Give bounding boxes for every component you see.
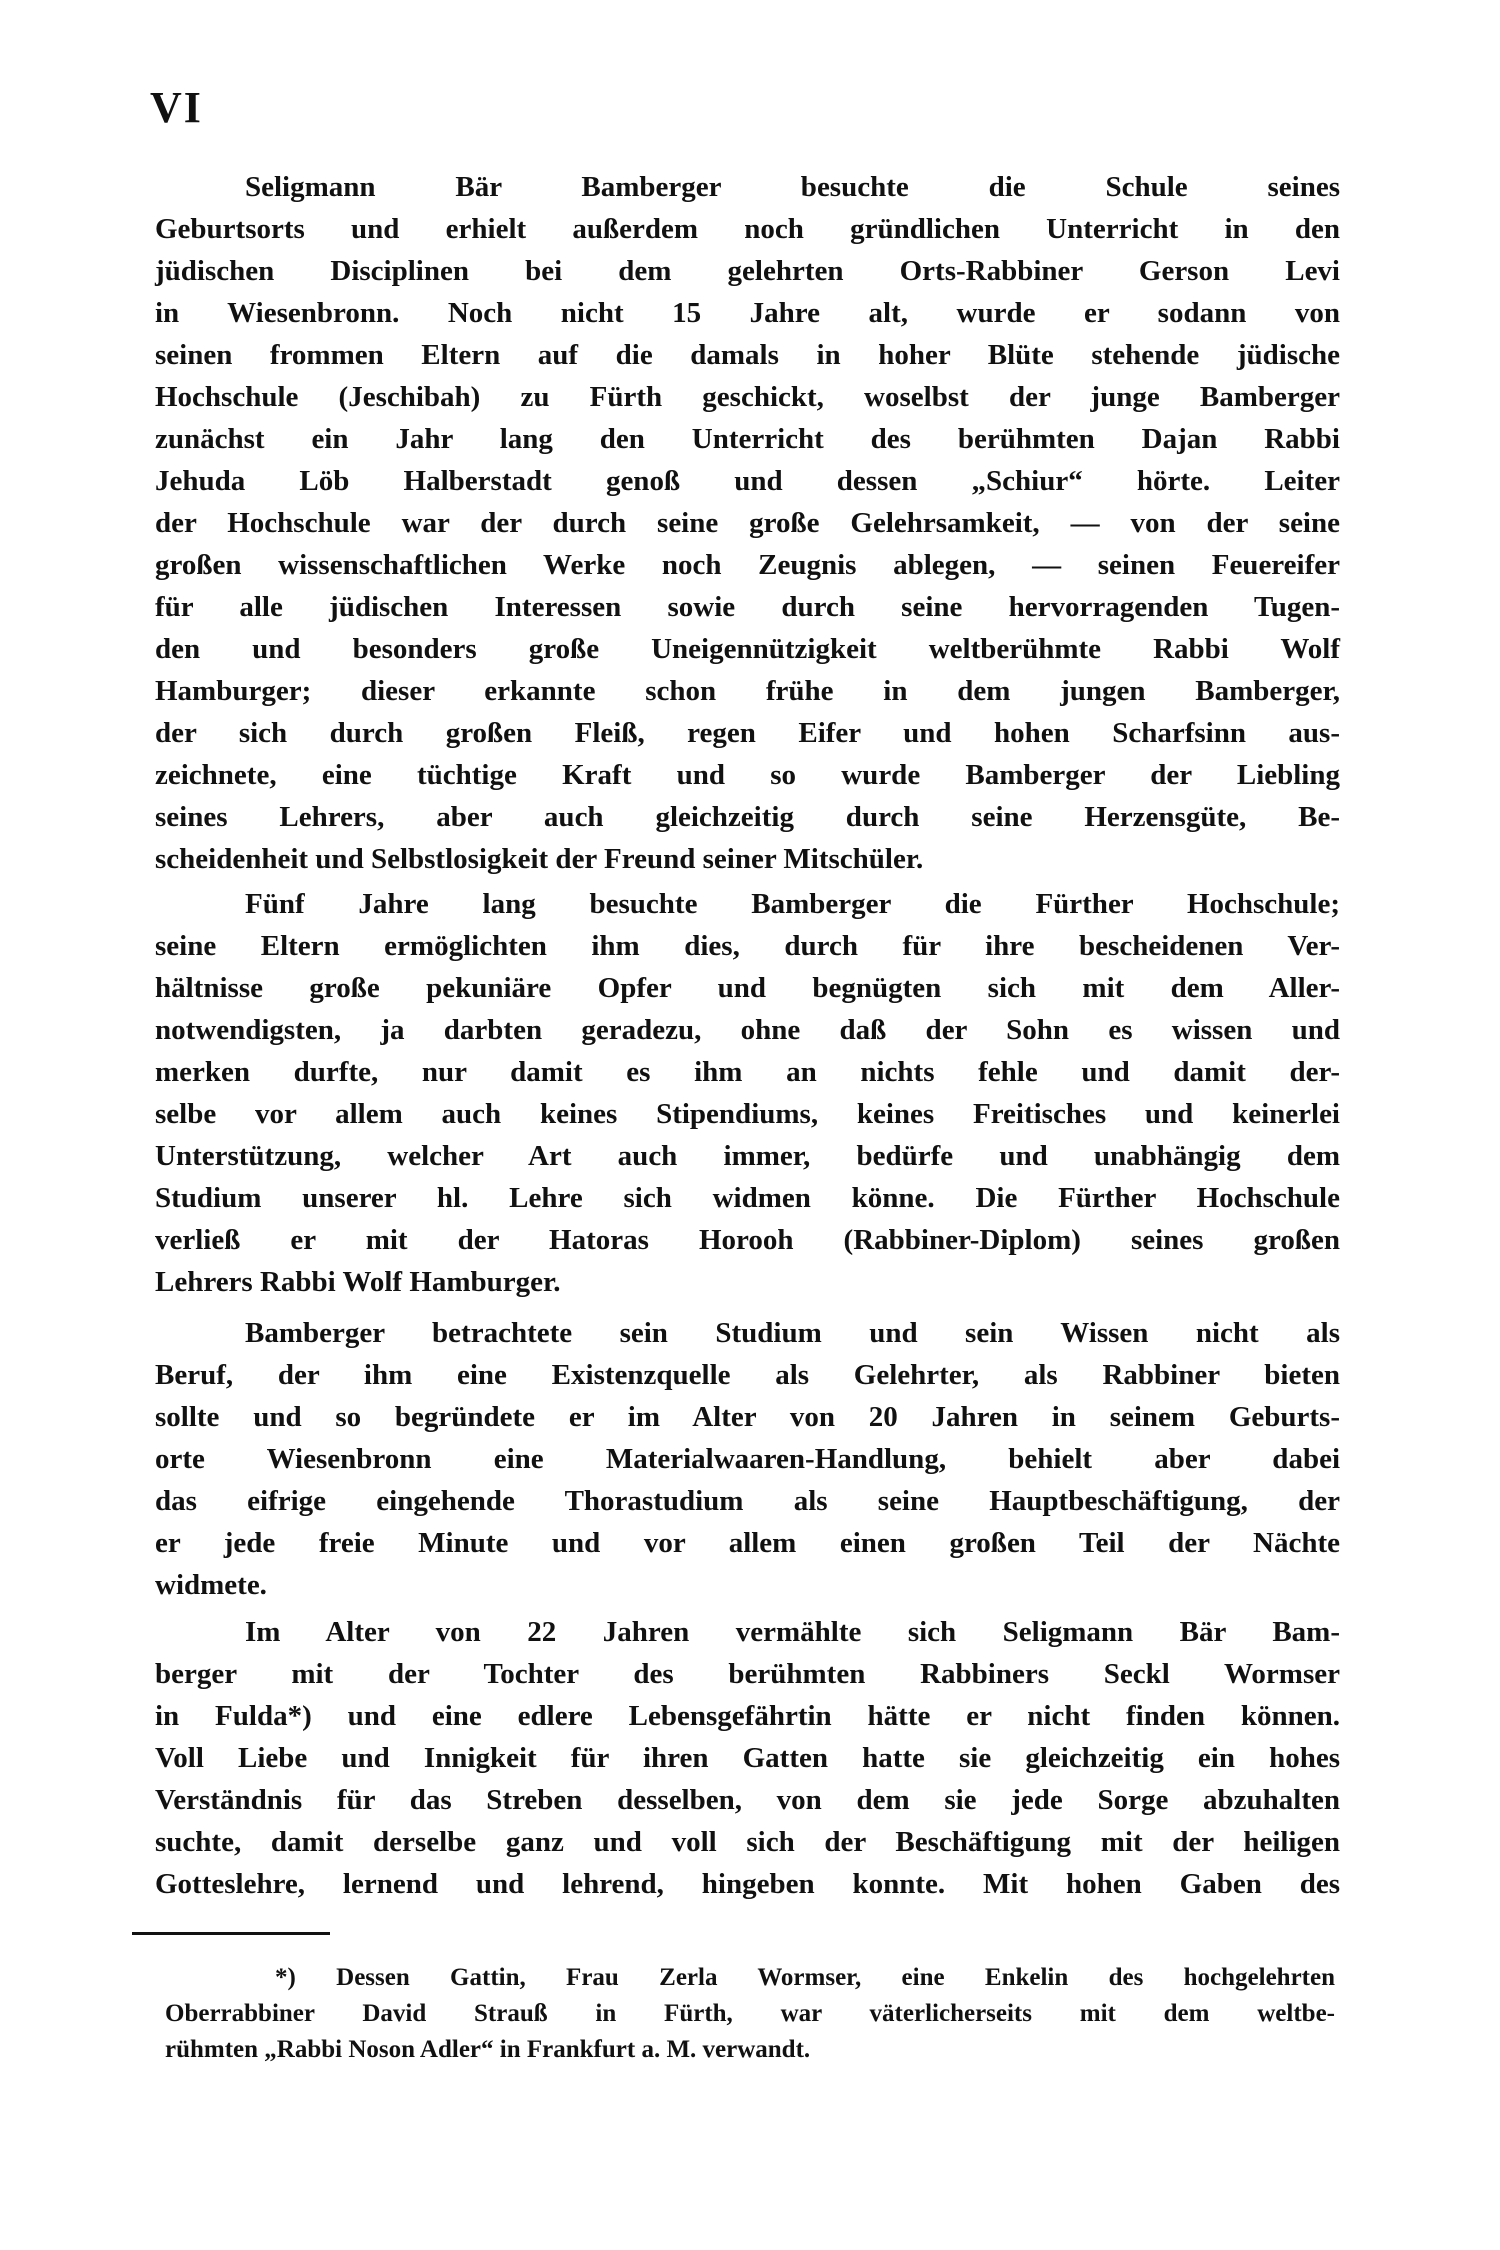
text-line: seine Eltern ermöglichten ihm dies, durch für ihre bescheidenen Ver- <box>155 930 1340 962</box>
text-line: Verständnis für das Streben desselben, von dem sie jede Sorge abzuhalten <box>155 1784 1340 1816</box>
text-line: Fünf Jahre lang besuchte Bamberger die Fürther Hochschule; <box>245 888 1340 920</box>
text-line: Im Alter von 22 Jahren vermählte sich Seligmann Bär Bam- <box>245 1616 1340 1648</box>
text-line: verließ er mit der Hatoras Horooh (Rabbiner-Diplom) seines großen <box>155 1224 1340 1256</box>
paragraph-3 <box>155 1312 1340 1606</box>
text-line: der Hochschule war der durch seine große Gelehrsamkeit, — von der seine <box>155 507 1340 539</box>
paragraph-2 <box>155 883 1340 1303</box>
paragraph-4 <box>155 1611 1340 1905</box>
text-line: Hochschule (Jeschibah) zu Fürth geschickt, woselbst der junge Bamberger <box>155 381 1340 413</box>
text-line: Unterstützung, welcher Art auch immer, bedürfe und unabhängig dem <box>155 1140 1340 1172</box>
text-line: Beruf, der ihm eine Existenzquelle als Gelehrter, als Rabbiner bieten <box>155 1359 1340 1391</box>
text-line: notwendigsten, ja darbten geradezu, ohne daß der Sohn es wissen und <box>155 1014 1340 1046</box>
footnote-line: Oberrabbiner David Strauß in Fürth, war väterlicherseits mit dem weltbe- <box>165 2000 1335 2027</box>
text-line: das eifrige eingehende Thorastudium als seine Hauptbeschäftigung, der <box>155 1485 1340 1517</box>
text-line: in Wiesenbronn. Noch nicht 15 Jahre alt, wurde er sodann von <box>155 297 1340 329</box>
text-line: berger mit der Tochter des berühmten Rabbiners Seckl Wormser <box>155 1658 1340 1690</box>
text-line: für alle jüdischen Interessen sowie durch seine hervorragenden Tugen- <box>155 591 1340 623</box>
text-line: orte Wiesenbronn eine Materialwaaren-Handlung, behielt aber dabei <box>155 1443 1340 1475</box>
text-line: seinen frommen Eltern auf die damals in hoher Blüte stehende jüdische <box>155 339 1340 371</box>
text-line: merken durfte, nur damit es ihm an nichts fehle und damit der- <box>155 1056 1340 1088</box>
text-line: der sich durch großen Fleiß, regen Eifer und hohen Scharfsinn aus- <box>155 717 1340 749</box>
text-line: suchte, damit derselbe ganz und voll sich der Beschäftigung mit der heiligen <box>155 1826 1340 1858</box>
text-line: Jehuda Löb Halberstadt genoß und dessen „Schiur“ hörte. Leiter <box>155 465 1340 497</box>
footnote-line: rühmten „Rabbi Noson Adler“ in Frankfurt a. M. verwandt. <box>165 2036 811 2063</box>
text-line: scheidenheit und Selbstlosigkeit der Freund seiner Mitschüler. <box>155 843 924 875</box>
text-line: Voll Liebe und Innigkeit für ihren Gatten hatte sie gleichzeitig ein hohes <box>155 1742 1340 1774</box>
text-line: zeichnete, eine tüchtige Kraft und so wurde Bamberger der Liebling <box>155 759 1340 791</box>
text-line: er jede freie Minute und vor allem einen großen Teil der Nächte <box>155 1527 1340 1559</box>
footnote-divider <box>132 1932 330 1935</box>
footnote-line: *) Dessen Gattin, Frau Zerla Wormser, eine Enkelin des hochgelehrten <box>275 1964 1335 1991</box>
text-line: Geburtsorts und erhielt außerdem noch gründlichen Unterricht in den <box>155 213 1340 245</box>
text-line: den und besonders große Uneigennützigkeit weltberühmte Rabbi Wolf <box>155 633 1340 665</box>
text-line: großen wissenschaftlichen Werke noch Zeugnis ablegen, — seinen Feuereifer <box>155 549 1340 581</box>
text-line: in Fulda*) und eine edlere Lebensgefährtin hätte er nicht finden können. <box>155 1700 1340 1732</box>
text-line: Lehrers Rabbi Wolf Hamburger. <box>155 1266 561 1298</box>
text-line: Studium unserer hl. Lehre sich widmen könne. Die Fürther Hochschule <box>155 1182 1340 1214</box>
footnote <box>165 1960 1335 2068</box>
text-line: hältnisse große pekuniäre Opfer und begnügten sich mit dem Aller- <box>155 972 1340 1004</box>
text-line: Bamberger betrachtete sein Studium und sein Wissen nicht als <box>245 1317 1340 1349</box>
text-line: Hamburger; dieser erkannte schon frühe in dem jungen Bamberger, <box>155 675 1340 707</box>
text-line: jüdischen Disciplinen bei dem gelehrten Orts-Rabbiner Gerson Levi <box>155 255 1340 287</box>
text-line: zunächst ein Jahr lang den Unterricht des berühmten Dajan Rabbi <box>155 423 1340 455</box>
text-line: Seligmann Bär Bamberger besuchte die Schule seines <box>245 171 1340 203</box>
text-line: sollte und so begründete er im Alter von 20 Jahren in seinem Geburts- <box>155 1401 1340 1433</box>
text-line: widmete. <box>155 1569 267 1601</box>
paragraph-1 <box>155 166 1340 880</box>
text-line: selbe vor allem auch keines Stipendiums, keines Freitisches und keinerlei <box>155 1098 1340 1130</box>
text-line: seines Lehrers, aber auch gleichzeitig durch seine Herzensgüte, Be- <box>155 801 1340 833</box>
text-line: Gotteslehre, lernend und lehrend, hingeben konnte. Mit hohen Gaben des <box>155 1868 1340 1900</box>
page-number: VI <box>150 83 203 132</box>
